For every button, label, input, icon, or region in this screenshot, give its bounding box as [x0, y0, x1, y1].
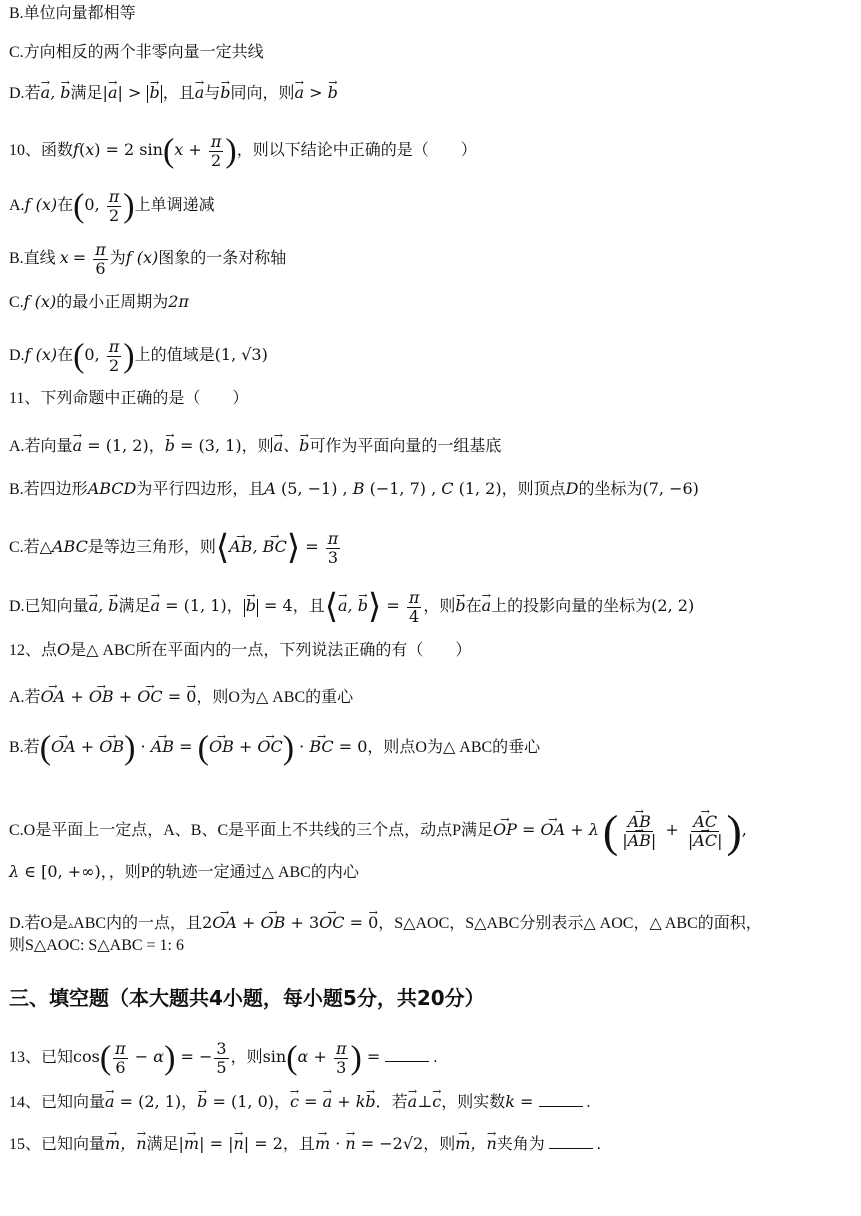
q10-c-post: 的最小正周期为 — [56, 294, 169, 311]
q12-d-line2-text: 则S△AOC: S△ABC = 1: 6 — [9, 937, 185, 954]
q14-answer-blank — [539, 1092, 583, 1107]
q13: 13、已知cos( $\frac{\pi}{6}$ − α) = − $\frac{3}{5}$ ，则sin(α + $\frac{\pi}{3}$ ) = . — [9, 1039, 438, 1077]
q10-d-pre: D. — [9, 347, 25, 365]
q12-b-post: ，则点O为△ ABC的垂心 — [367, 739, 541, 756]
q13-post: . — [433, 1049, 438, 1067]
q10-a-post: 上单调递减 — [134, 197, 215, 215]
q12-stem-pre: 12、点 — [9, 642, 58, 659]
q15-end: . — [596, 1136, 601, 1153]
q15-mid: 满足 — [146, 1136, 179, 1153]
q15: 15、已知向量→ m，→ n满足|→ m| = |→ n| = 2，且→ m · → n = −2√2，则→ m，→ n夹角为 . — [9, 1133, 601, 1156]
q12-d-line1-pre: D.若O是 — [9, 915, 69, 932]
q12-option-c-line1: C.O是平面上一定点，A、B、C是平面上不共线的三个点，动点P满足→ OP = → OA + λ ( → $\frac{AB}{|\to AB|}$ + → $\frac{AC}{|\to AC|}$ ), — [9, 813, 747, 850]
q12-b-pre: B.若 — [9, 739, 40, 756]
q9-option-c-text: C.方向相反的两个非零向量一定共线 — [9, 44, 264, 61]
q11-a-mid: ，则 — [241, 438, 274, 455]
q12-a-pre: A.若 — [9, 689, 41, 706]
q9-d-pre: D.若 — [9, 85, 41, 102]
q11-d-mid2: ，且 — [292, 598, 325, 616]
q12-d-line1-post: ，S△AOC，S△ABC分别表示△ AOC，△ ABC的面积， — [378, 915, 762, 932]
q10-stem-pre: 10、函数 — [9, 142, 74, 160]
q12-option-d-line1: D.若O是▵ABC内的一点，且2→ OA + → OB + 3→ OC = → 0，S△AOC，S△ABC分别表示△ AOC，△ ABC的面积， — [9, 912, 762, 937]
q11-option-c: C.若△ABC是等边三角形，则⟨→ AB, → BC⟩ = $\frac{\pi}{3}$ — [9, 530, 342, 567]
q11-d-mid3: ，则 — [423, 598, 456, 616]
q15-pre: 15、已知向量 — [9, 1136, 106, 1153]
q12-a-post: ，则O为△ ABC的重心 — [196, 689, 354, 706]
q14-mid: ．若 — [375, 1094, 408, 1111]
q14-mid2: ，则实数 — [441, 1094, 506, 1111]
q12-option-c-line2: λ ∈ [0, +∞)，，则P的轨迹一定通过△ ABC的内心 — [9, 862, 359, 881]
section-3-title: 三、填空题（本大题共4小题，每小题5分，共20分） — [9, 986, 485, 1010]
q10-option-c: C.f (x)的最小正周期为2π — [9, 292, 189, 311]
q10-stem-post: ，则以下结论中正确的是（ ） — [236, 142, 477, 160]
q10-b-post2: 图象的一条对称轴 — [158, 250, 287, 268]
q14-pre: 14、已知向量 — [9, 1094, 106, 1111]
q14-post: . — [586, 1094, 591, 1111]
q10-a-mid: 在 — [57, 197, 74, 215]
q9-option-b-text: B.单位向量都相等 — [9, 5, 136, 22]
q10-c-val: 2π — [168, 292, 189, 311]
q11-d-post: 上的投影向量的坐标为 — [491, 598, 652, 616]
q11-c-mid: 是等边三角形，则 — [87, 539, 216, 557]
q10-d-mid: 在 — [57, 347, 74, 365]
q11-d-mid: 满足 — [118, 598, 151, 616]
q11-b-mid: 为平行四边形，且 — [136, 481, 265, 498]
q9-option-d: D.若→ a, → b满足|→ a| > → b ，且→ a与→ b同向，则→ a > → b — [9, 82, 338, 105]
q10-b-post: 为 — [109, 250, 126, 268]
q11-stem-text: 11、下列命题中正确的是（ ） — [9, 390, 249, 407]
q11-b-post: 的坐标为 — [578, 481, 643, 498]
q9-d-mid1: 满足 — [70, 85, 103, 102]
q11-a-post: 可作为平面向量的一组基底 — [309, 438, 502, 455]
q10-c-pre: C. — [9, 294, 24, 311]
q15-answer-blank — [549, 1134, 593, 1149]
q15-post: 夹角为 — [496, 1136, 545, 1153]
q12-option-a: A.若→ OA + → OB + → OC = → 0，则O为△ ABC的重心 — [9, 686, 353, 709]
q12-stem-post: 是△ ABC所在平面内的一点，下列说法正确的有（ ） — [70, 642, 472, 659]
q12-c-line1-pre: C.O是平面上一定点，A、B、C是平面上不共线的三个点，动点P满足 — [9, 822, 494, 840]
q11-a-pre: A.若向量 — [9, 438, 73, 455]
q10-option-a: A.f (x)在(0, $\frac{\pi}{2}$ )上单调递减 — [9, 187, 215, 225]
q12-option-d-line2 — [9, 935, 184, 957]
q12-d-line1-mid: ABC内的一点，且 — [73, 915, 203, 932]
q9-d-mid3: 与 — [204, 85, 221, 102]
q10-d-mid2: 上的值域是 — [134, 347, 215, 365]
q12-option-b: B.若(→ OA + → OB) · → AB = (→ OB + → OC) · → BC = 0，则点O为△ ABC的垂心 — [9, 736, 540, 759]
q11-option-a: A.若向量→ a = (1, 2)，→ b = (3, 1)，则→ a、→ b可作为平面向量的一组基底 — [9, 435, 501, 458]
q13-mid: ，则 — [230, 1049, 263, 1067]
q10-a-pre: A. — [9, 197, 25, 215]
q11-b-mid2: ，则顶点 — [501, 481, 566, 498]
q11-b-val: (7, −6) — [642, 479, 699, 498]
q9-option-c — [9, 42, 264, 64]
q10-b-pre: B.直线 — [9, 250, 56, 268]
q15-mid2: ，且 — [282, 1136, 315, 1153]
q15-mid3: ，则 — [423, 1136, 456, 1153]
q11-d-pre: D.已知向量 — [9, 598, 89, 616]
q11-d-val: (2, 2) — [651, 596, 695, 616]
q13-answer-blank — [385, 1047, 429, 1062]
q11-d-mid4: 在 — [465, 598, 482, 616]
q10-option-d: D.f (x)在(0, $\frac{\pi}{2}$ )上的值域是(1, √3) — [9, 337, 268, 375]
q12-c-line2-text: ，则P的轨迹一定通过△ ABC的内心 — [108, 864, 359, 881]
q11-stem — [9, 388, 248, 410]
q11-option-d: D.已知向量→ a, → b满足→ a = (1, 1)，→ b = 4，且⟨→ a, → b⟩ = $\frac{\pi}{4}$ ，则→ b在→ a上的投影向量的坐标为(2, 2) — [9, 589, 694, 626]
q9-option-b — [9, 3, 136, 25]
q10-option-b: B.直线 x = $\frac{\pi}{6}$ 为f (x)图象的一条对称轴 — [9, 240, 287, 278]
q11-b-pre: B.若四边形 — [9, 481, 88, 498]
q12-stem: 12、点O是△ ABC所在平面内的一点，下列说法正确的有（ ） — [9, 640, 472, 659]
q11-option-b: B.若四边形ABCD为平行四边形，且A (5, −1) , B (−1, 7) , C (1, 2)，则顶点D的坐标为(7, −6) — [9, 479, 699, 498]
q13-pre: 13、已知 — [9, 1049, 74, 1067]
q10-stem: 10、函数f(x) = 2 sin(x + $\frac{\pi}{2}$ )，则以下结论中正确的是（ ） — [9, 132, 477, 170]
q14: 14、已知向量→ a = (2, 1)，→ b = (1, 0)，→ c = → a + k→ b．若→ a⊥→ c，则实数k = . — [9, 1091, 591, 1114]
q11-c-pre: C.若△ — [9, 539, 52, 557]
q9-d-mid4: 同向，则 — [230, 85, 295, 102]
q9-d-mid2: ，且 — [162, 85, 195, 102]
